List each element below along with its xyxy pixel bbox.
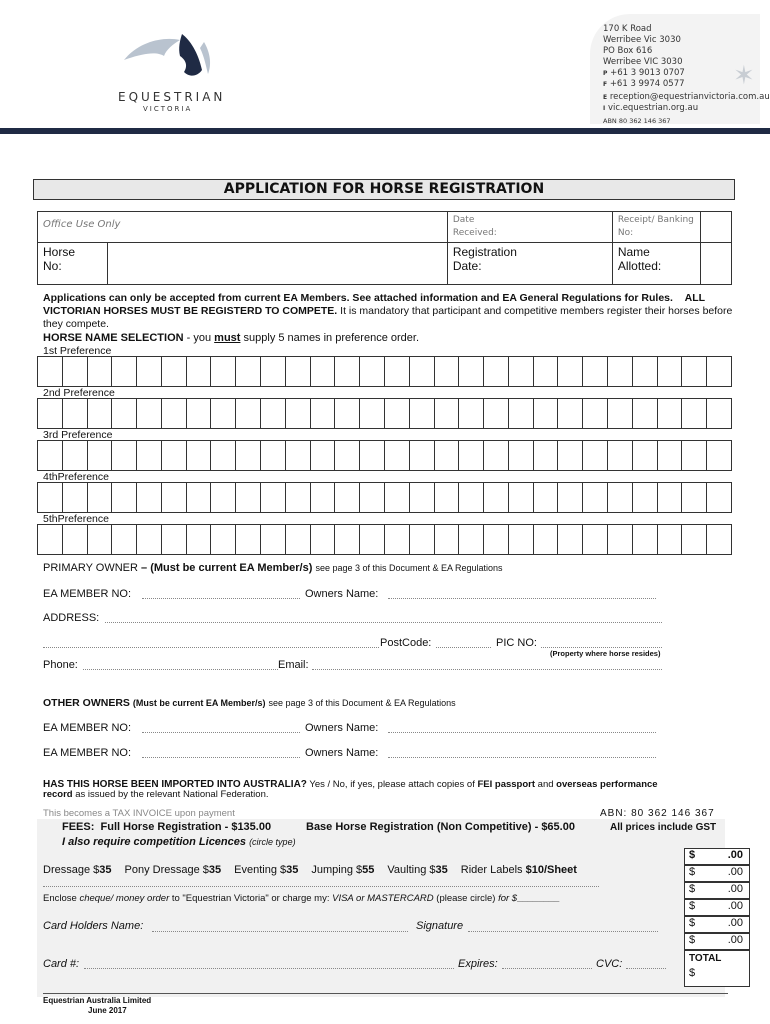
owners-name-field[interactable] <box>388 598 656 599</box>
licence-eventing[interactable] <box>234 864 298 876</box>
licence-name: Jumping $ <box>311 864 363 876</box>
abn-number: 80 362 146 367 <box>618 117 671 125</box>
email-label: Email: <box>278 659 309 671</box>
enclose-for: for $ <box>498 893 518 904</box>
preference-label: 5thPreference <box>43 513 109 525</box>
ea-member-no-label: EA MEMBER NO: <box>43 588 132 600</box>
enclose-cheque: cheque/ money order <box>79 893 170 904</box>
preference-label: 2nd Preference <box>43 387 115 399</box>
imported-text-2: as issued by the relevant National Federation. <box>75 789 269 800</box>
org-sub: VICTORIA <box>143 105 193 113</box>
licence-name: Rider Labels <box>460 864 523 876</box>
horse-no-label: Horse No: <box>43 245 76 273</box>
card-holder-label: Card Holders Name: <box>43 920 144 932</box>
footer-company: Equestrian Australia Limited <box>43 996 152 1005</box>
preference-grid-3[interactable] <box>37 440 732 471</box>
signature-label: Signature <box>416 920 464 932</box>
preference-grid-5[interactable] <box>37 524 732 555</box>
logo <box>118 30 228 120</box>
owners-name-label: Owners Name: <box>305 722 379 734</box>
licence-price: $10/Sheet <box>525 864 577 876</box>
price-dollar: $ <box>689 917 696 929</box>
phone-label: P <box>603 70 608 77</box>
total-dollar: $ <box>689 967 696 979</box>
total-box[interactable] <box>684 950 750 987</box>
selection-must: must <box>214 332 241 344</box>
price-cents: .00 <box>727 934 743 946</box>
primary-owner-bold: – (Must be current EA Member/s) <box>141 562 313 574</box>
price-cents: .00 <box>727 900 743 912</box>
page-title: APPLICATION FOR HORSE REGISTRATION <box>33 179 735 200</box>
abn-footer: ABN: 80 362 146 367 <box>600 808 715 819</box>
licences-row <box>62 836 296 848</box>
licence-options <box>43 864 577 876</box>
footer-date: June 2017 <box>88 1006 127 1015</box>
preference-grid-4[interactable] <box>37 482 732 513</box>
full-registration: Full Horse Registration - $135.00 <box>100 821 272 833</box>
email-field[interactable] <box>312 669 662 670</box>
star-icon: ✶ <box>733 60 755 90</box>
address-line: Werribee VIC 3030 <box>603 57 683 67</box>
preference-label: 3rd Preference <box>43 429 113 441</box>
address-field[interactable] <box>105 622 662 623</box>
price-dollar: $ <box>689 866 696 878</box>
fax-number: +61 3 9974 0577 <box>609 79 685 89</box>
price-cents: .00 <box>727 917 743 929</box>
office-use-table <box>37 211 732 285</box>
email-label: E <box>603 94 608 101</box>
preference-label: 4thPreference <box>43 471 109 483</box>
phone-field[interactable] <box>83 669 278 670</box>
expires-label: Expires: <box>458 958 498 970</box>
price-dollar: $ <box>689 900 696 912</box>
licence-price: 35 <box>99 864 112 876</box>
licences-label: I also require competition Licences <box>62 836 246 848</box>
address-line: Werribee Vic 3030 <box>603 35 681 45</box>
postcode-field[interactable] <box>436 647 491 648</box>
preference-grid-1[interactable] <box>37 356 732 387</box>
preference-label: 1st Preference <box>43 345 112 357</box>
licence-price: 55 <box>362 864 375 876</box>
licence-jumping[interactable] <box>311 864 374 876</box>
card-type-option[interactable]: VISA or MASTERCARD <box>332 893 434 904</box>
other-owners-bold: (Must be current EA Member/s) <box>132 698 266 708</box>
other-owners-name-field[interactable] <box>388 732 656 733</box>
circle-note: (circle type) <box>249 837 296 847</box>
signature-field[interactable] <box>468 931 658 932</box>
price-cents: .00 <box>727 866 743 878</box>
selection-heading: HORSE NAME SELECTION <box>43 332 184 344</box>
licence-vaulting[interactable] <box>387 864 447 876</box>
price-box[interactable] <box>684 848 750 865</box>
card-no-label: Card #: <box>43 958 80 970</box>
email-address: reception@equestrianvictoria.com.au <box>609 92 770 102</box>
price-dollar: $ <box>689 849 696 861</box>
other-owners-title: OTHER OWNERS <box>43 697 130 709</box>
tax-invoice-note: This becomes a TAX INVOICE upon payment <box>43 808 235 819</box>
other-owners-note: see page 3 of this Document & EA Regulations <box>268 698 456 708</box>
fees-label: FEES: <box>62 821 95 833</box>
cvc-label: CVC: <box>596 958 623 970</box>
preference-grid-2[interactable] <box>37 398 732 429</box>
postcode-label: PostCode: <box>380 637 432 649</box>
base-registration: Base Horse Registration (Non Competitive) - $65.00 <box>306 821 575 833</box>
address-line: 170 K Road <box>603 24 652 34</box>
imported-question <box>43 780 683 800</box>
receipt-field[interactable] <box>700 212 731 243</box>
enclose-payment: Enclose cheque/ money order to "Equestrian Victoria" or charge my: VISA or MASTERCARD (please circle) for $________ <box>43 893 560 904</box>
card-number-field[interactable] <box>84 968 454 969</box>
enclose-circle: (please circle) <box>436 893 496 904</box>
abn-label: ABN <box>603 117 617 125</box>
price-dollar: $ <box>689 934 696 946</box>
phone-label: Phone: <box>43 659 78 671</box>
licence-name: Eventing $ <box>234 864 287 876</box>
fei-passport: FEI passport <box>477 779 536 790</box>
org-name: EQUESTRIAN <box>118 90 226 104</box>
enclose-text: Enclose <box>43 893 77 904</box>
price-box[interactable] <box>684 933 750 950</box>
horse-no-field[interactable] <box>108 243 448 285</box>
licence-rider-labels[interactable] <box>461 864 577 876</box>
ea-member-no-field[interactable] <box>142 598 300 599</box>
price-column <box>684 848 750 987</box>
web-label: I <box>603 105 606 112</box>
selection-text-2: supply 5 names in preference order. <box>243 332 420 344</box>
licence-price: 35 <box>286 864 299 876</box>
licence-divider <box>43 886 599 887</box>
intro-bold: Applications can only be accepted from current EA Members. See attached information and EA General Regulations for Rules. <box>43 292 673 304</box>
intro-bold-2: ALL VICTORIAN HORSES MUST BE REGISTERD TO COMPETE. <box>43 292 705 317</box>
fees-row <box>62 821 271 833</box>
expires-field[interactable] <box>502 968 592 969</box>
ea-member-no-label: EA MEMBER NO: <box>43 722 132 734</box>
address-field-2[interactable] <box>43 647 379 648</box>
website: vic.equestrian.org.au <box>607 103 699 113</box>
receipt-label: Receipt/ Banking No: <box>617 215 694 238</box>
licence-pony-dressage[interactable] <box>125 864 222 876</box>
office-use-label: Office Use Only <box>43 219 121 230</box>
phone-number: +61 3 9013 0707 <box>610 68 685 78</box>
address-label: ADDRESS: <box>43 612 100 624</box>
horse-head-logo-icon <box>118 30 218 90</box>
name-allotted-label: Name Allotted: <box>617 245 662 273</box>
fax-label: F <box>603 81 608 88</box>
licence-name: Dressage $ <box>43 864 100 876</box>
other-ea-member-no-field-2[interactable] <box>142 757 300 758</box>
card-holder-field[interactable] <box>152 931 408 932</box>
pic-no-field[interactable] <box>541 647 662 648</box>
header-rule <box>0 128 770 134</box>
licence-name: Pony Dressage $ <box>124 864 209 876</box>
price-box[interactable] <box>684 916 750 933</box>
imported-text: Yes / No, if yes, please attach copies of <box>309 779 475 790</box>
name-allotted-field[interactable] <box>700 243 731 285</box>
horse-name-selection <box>43 332 733 345</box>
owners-name-label: Owners Name: <box>305 588 379 600</box>
intro-normal: It is mandatory that participant and competitive members register their horses before they compete. <box>43 305 733 330</box>
other-owners-name-field-2[interactable] <box>388 757 656 758</box>
footer-rule <box>43 993 728 994</box>
price-box[interactable] <box>684 899 750 916</box>
enclose-text-2: to "Equestrian Victoria" or charge my: <box>171 893 330 904</box>
price-box[interactable] <box>684 882 750 899</box>
imported-and: and <box>537 779 554 790</box>
primary-owner-note: see page 3 of this Document & EA Regulations <box>315 563 503 573</box>
pic-note: (Property where horse resides) <box>550 649 661 658</box>
primary-owner-title: PRIMARY OWNER <box>43 562 138 574</box>
selection-text: - you <box>186 332 212 344</box>
price-dollar: $ <box>689 883 696 895</box>
primary-owner-heading <box>43 562 503 574</box>
licence-price: 35 <box>435 864 448 876</box>
other-owners-heading <box>43 697 456 709</box>
gst-note: All prices include GST <box>610 822 717 833</box>
cvc-field[interactable] <box>626 968 666 969</box>
price-box[interactable] <box>684 865 750 882</box>
registration-date-label: Registration Date: <box>452 245 517 273</box>
owners-name-label: Owners Name: <box>305 747 379 759</box>
price-cents: .00 <box>727 883 743 895</box>
other-ea-member-no-field[interactable] <box>142 732 300 733</box>
pic-no-label: PIC NO: <box>496 637 537 649</box>
price-cents: .00 <box>727 849 743 861</box>
total-label: TOTAL <box>689 953 722 964</box>
licence-name: Vaulting $ <box>387 864 436 876</box>
licence-dressage[interactable] <box>43 864 112 876</box>
address-line: PO Box 616 <box>603 46 653 56</box>
ea-member-no-label: EA MEMBER NO: <box>43 747 132 759</box>
licence-price: 35 <box>208 864 222 876</box>
date-received-label: Date Received: <box>452 215 497 238</box>
imported-heading: HAS THIS HORSE BEEN IMPORTED INTO AUSTRALIA? <box>43 779 307 790</box>
intro-text <box>43 292 733 331</box>
overseas-record: overseas performance record <box>43 779 658 800</box>
